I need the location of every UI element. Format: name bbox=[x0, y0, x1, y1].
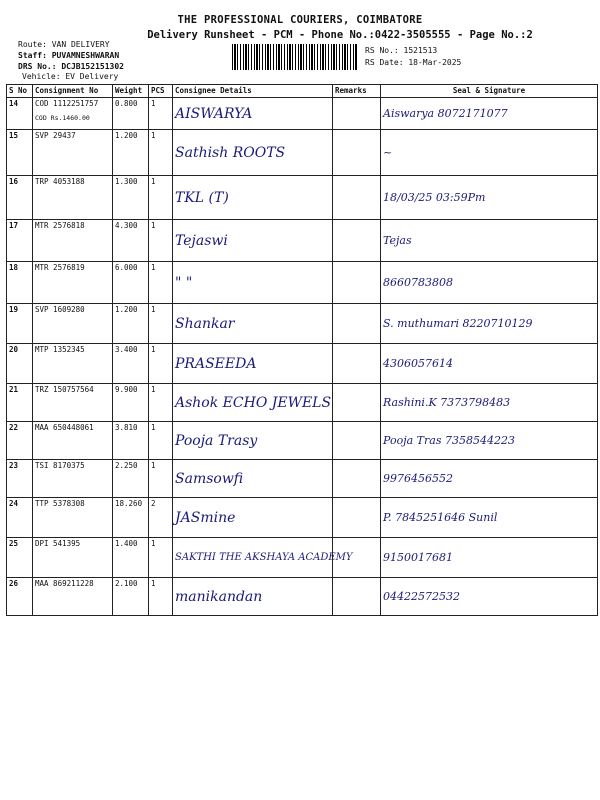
pcs-text: 1 bbox=[151, 423, 156, 432]
signature-text: P. 7845251646 Sunil bbox=[383, 511, 498, 524]
weight-text: 9.900 bbox=[115, 385, 138, 394]
weight-cell bbox=[113, 422, 149, 460]
cod-amount-text: COD Rs.1460.00 bbox=[35, 114, 90, 122]
signature-cell bbox=[381, 384, 598, 422]
pcs-text: 1 bbox=[151, 539, 156, 548]
remarks-cell bbox=[333, 578, 381, 616]
signature-text: 4306057614 bbox=[383, 357, 453, 370]
consignee-text: manikandan bbox=[175, 588, 263, 605]
consignee-text: Tejaswi bbox=[175, 232, 228, 249]
document-subtitle: Delivery Runsheet - PCM - Phone No.:0422-3505555 - Page No.:2 bbox=[147, 29, 533, 41]
weight-text: 1.300 bbox=[115, 177, 138, 186]
pcs-cell bbox=[149, 460, 173, 498]
col-header-consignment: Consignment No bbox=[33, 85, 113, 98]
pcs-cell bbox=[149, 384, 173, 422]
route-label: Route: VAN DELIVERY bbox=[18, 40, 110, 49]
remarks-cell bbox=[333, 98, 381, 130]
sno-cell bbox=[7, 130, 33, 176]
consignment-text: MTP 1352345 bbox=[35, 345, 85, 354]
consignment-text: MAA 650448061 bbox=[35, 423, 94, 432]
remarks-cell bbox=[333, 220, 381, 262]
pcs-text: 1 bbox=[151, 385, 156, 394]
table-header-row bbox=[7, 85, 598, 98]
weight-cell bbox=[113, 130, 149, 176]
weight-text: 3.400 bbox=[115, 345, 138, 354]
rs-date: RS Date: 18-Mar-2025 bbox=[365, 58, 462, 67]
table-row bbox=[7, 460, 598, 498]
weight-text: 2.100 bbox=[115, 579, 138, 588]
pcs-cell bbox=[149, 176, 173, 220]
pcs-text: 1 bbox=[151, 461, 156, 470]
sno-text: 22 bbox=[9, 423, 19, 432]
table-row bbox=[7, 176, 598, 220]
consignee-cell bbox=[173, 384, 333, 422]
signature-text: 18/03/25 03:59Pm bbox=[383, 191, 486, 204]
pcs-cell bbox=[149, 344, 173, 384]
table-row bbox=[7, 422, 598, 460]
weight-text: 6.000 bbox=[115, 263, 138, 272]
weight-cell bbox=[113, 344, 149, 384]
remarks-cell bbox=[333, 176, 381, 220]
weight-text: 2.250 bbox=[115, 461, 138, 470]
sno-text: 17 bbox=[9, 221, 19, 230]
sno-cell bbox=[7, 344, 33, 384]
document-title: THE PROFESSIONAL COURIERS, COIMBATORE bbox=[177, 14, 423, 26]
signature-cell bbox=[381, 422, 598, 460]
consignee-text: Samsowfi bbox=[175, 470, 244, 487]
remarks-cell bbox=[333, 262, 381, 304]
signature-cell bbox=[381, 578, 598, 616]
consignment-text: COD 1112251757 bbox=[35, 99, 99, 108]
sno-text: 20 bbox=[9, 345, 19, 354]
consignment-cell bbox=[33, 344, 113, 384]
consignee-cell bbox=[173, 460, 333, 498]
sno-cell bbox=[7, 262, 33, 304]
consignee-cell bbox=[173, 498, 333, 538]
sno-text: 15 bbox=[9, 131, 19, 140]
sno-text: 16 bbox=[9, 177, 19, 186]
weight-cell bbox=[113, 98, 149, 130]
sno-text: 26 bbox=[9, 579, 19, 588]
consignee-text: AISWARYA bbox=[175, 105, 253, 122]
signature-cell bbox=[381, 304, 598, 344]
sno-cell bbox=[7, 304, 33, 344]
sno-cell bbox=[7, 98, 33, 130]
col-header-consignee: Consignee Details bbox=[173, 85, 333, 98]
barcode-image bbox=[232, 44, 357, 70]
weight-text: 3.810 bbox=[115, 423, 138, 432]
pcs-cell bbox=[149, 98, 173, 130]
pcs-cell bbox=[149, 422, 173, 460]
weight-cell bbox=[113, 384, 149, 422]
sno-text: 21 bbox=[9, 385, 19, 394]
signature-cell bbox=[381, 130, 598, 176]
pcs-text: 1 bbox=[151, 99, 156, 108]
consignment-cell bbox=[33, 176, 113, 220]
weight-text: 1.400 bbox=[115, 539, 138, 548]
consignee-text: JASmine bbox=[175, 509, 236, 526]
consignment-cell bbox=[33, 130, 113, 176]
pcs-text: 1 bbox=[151, 221, 156, 230]
weight-cell bbox=[113, 498, 149, 538]
drs-label: DRS No.: DCJB152151302 bbox=[18, 62, 124, 71]
consignee-text: Pooja Trasy bbox=[175, 432, 258, 449]
pcs-cell bbox=[149, 304, 173, 344]
pcs-text: 1 bbox=[151, 131, 156, 140]
consignment-cell bbox=[33, 304, 113, 344]
signature-cell bbox=[381, 176, 598, 220]
signature-text: Rashini.K 7373798483 bbox=[383, 396, 511, 409]
weight-text: 18.260 bbox=[115, 499, 143, 508]
sno-cell bbox=[7, 578, 33, 616]
col-header-remarks: Remarks bbox=[333, 85, 381, 98]
weight-text: 1.200 bbox=[115, 131, 138, 140]
consignee-cell bbox=[173, 98, 333, 130]
consignee-cell bbox=[173, 304, 333, 344]
weight-cell bbox=[113, 538, 149, 578]
signature-text: 8660783808 bbox=[383, 276, 453, 289]
col-header-weight: Weight bbox=[113, 85, 149, 98]
sno-cell bbox=[7, 498, 33, 538]
col-header-signature: Seal & Signature bbox=[381, 85, 598, 98]
table-row bbox=[7, 304, 598, 344]
consignment-cell bbox=[33, 422, 113, 460]
pcs-text: 1 bbox=[151, 177, 156, 186]
consignment-text: SVP 1609280 bbox=[35, 305, 85, 314]
consignment-cell bbox=[33, 262, 113, 304]
consignment-cell bbox=[33, 98, 113, 130]
consignment-cell bbox=[33, 220, 113, 262]
pcs-cell bbox=[149, 130, 173, 176]
sno-cell bbox=[7, 220, 33, 262]
consignee-cell bbox=[173, 578, 333, 616]
weight-cell bbox=[113, 460, 149, 498]
consignee-cell bbox=[173, 344, 333, 384]
staff-label: Staff: PUVAMNESHWARAN bbox=[18, 51, 120, 60]
consignee-text: TKL (T) bbox=[175, 189, 229, 206]
sno-text: 23 bbox=[9, 461, 19, 470]
rs-number: RS No.: 1521513 bbox=[365, 46, 438, 55]
signature-cell bbox=[381, 98, 598, 130]
consignment-text: TRZ 150757564 bbox=[35, 385, 94, 394]
signature-cell bbox=[381, 460, 598, 498]
sno-cell bbox=[7, 422, 33, 460]
consignment-text: TTP 5378308 bbox=[35, 499, 85, 508]
consignment-cell bbox=[33, 578, 113, 616]
table-row bbox=[7, 220, 598, 262]
sno-cell bbox=[7, 384, 33, 422]
consignment-text: MTR 2576818 bbox=[35, 221, 85, 230]
remarks-cell bbox=[333, 130, 381, 176]
consignment-text: MAA 869211228 bbox=[35, 579, 94, 588]
consignee-text: Sathish ROOTS bbox=[175, 144, 286, 161]
consignment-text: TSI 8170375 bbox=[35, 461, 85, 470]
consignment-text: DPI 541395 bbox=[35, 539, 81, 548]
signature-text: 9976456552 bbox=[383, 472, 453, 485]
remarks-cell bbox=[333, 304, 381, 344]
pcs-text: 1 bbox=[151, 263, 156, 272]
pcs-cell bbox=[149, 262, 173, 304]
sno-text: 25 bbox=[9, 539, 19, 548]
remarks-cell bbox=[333, 460, 381, 498]
col-header-pcs: PCS bbox=[149, 85, 173, 98]
sno-text: 19 bbox=[9, 305, 19, 314]
signature-cell bbox=[381, 498, 598, 538]
table-row bbox=[7, 262, 598, 304]
remarks-cell bbox=[333, 498, 381, 538]
table-row bbox=[7, 538, 598, 578]
consignee-cell bbox=[173, 538, 353, 578]
pcs-cell bbox=[149, 498, 173, 538]
pcs-text: 1 bbox=[151, 305, 156, 314]
table-row bbox=[7, 98, 598, 130]
consignment-cell bbox=[33, 460, 113, 498]
runsheet-table bbox=[6, 84, 598, 616]
signature-cell bbox=[381, 344, 598, 384]
consignee-text: PRASEEDA bbox=[175, 355, 257, 372]
signature-cell bbox=[381, 538, 598, 578]
weight-cell bbox=[113, 262, 149, 304]
table-row bbox=[7, 498, 598, 538]
signature-text: Tejas bbox=[383, 234, 412, 247]
weight-text: 1.200 bbox=[115, 305, 138, 314]
remarks-cell bbox=[333, 384, 381, 422]
consignment-cell bbox=[33, 538, 113, 578]
pcs-text: 1 bbox=[151, 579, 156, 588]
weight-cell bbox=[113, 304, 149, 344]
sno-text: 14 bbox=[9, 99, 19, 108]
consignee-cell bbox=[173, 422, 333, 460]
signature-cell bbox=[381, 220, 598, 262]
signature-text: Aiswarya 8072171077 bbox=[383, 107, 508, 120]
pcs-text: 1 bbox=[151, 345, 156, 354]
table-row bbox=[7, 578, 598, 616]
signature-text: ~ bbox=[383, 146, 393, 159]
consignment-text: SVP 29437 bbox=[35, 131, 76, 140]
weight-cell bbox=[113, 176, 149, 220]
sno-text: 18 bbox=[9, 263, 19, 272]
pcs-cell bbox=[149, 578, 173, 616]
pcs-cell bbox=[149, 220, 173, 262]
consignee-cell bbox=[173, 220, 333, 262]
consignee-cell bbox=[173, 262, 333, 304]
signature-text: Pooja Tras 7358544223 bbox=[383, 434, 515, 447]
table-row bbox=[7, 344, 598, 384]
signature-text: S. muthumari 8220710129 bbox=[383, 317, 533, 330]
consignee-cell bbox=[173, 130, 333, 176]
consignee-text: Ashok ECHO JEWELS bbox=[175, 394, 332, 411]
consignment-text: MTR 2576819 bbox=[35, 263, 85, 272]
table-row bbox=[7, 130, 598, 176]
consignee-text: " " bbox=[175, 274, 193, 291]
sno-text: 24 bbox=[9, 499, 19, 508]
pcs-cell bbox=[149, 538, 173, 578]
col-header-sno: S No bbox=[7, 85, 33, 98]
remarks-cell bbox=[333, 344, 381, 384]
weight-cell bbox=[113, 220, 149, 262]
weight-text: 4.300 bbox=[115, 221, 138, 230]
consignee-cell bbox=[173, 176, 333, 220]
remarks-cell bbox=[333, 422, 381, 460]
weight-cell bbox=[113, 578, 149, 616]
table-row bbox=[7, 384, 598, 422]
weight-text: 0.800 bbox=[115, 99, 138, 108]
consignee-text: Shankar bbox=[175, 315, 235, 332]
consignment-cell bbox=[33, 384, 113, 422]
consignee-text: SAKTHI THE AKSHAYA ACADEMY bbox=[175, 552, 353, 563]
pcs-text: 2 bbox=[151, 499, 156, 508]
consignment-text: TRP 4053188 bbox=[35, 177, 85, 186]
signature-text: 04422572532 bbox=[383, 590, 460, 603]
signature-text: 9150017681 bbox=[383, 551, 453, 564]
consignment-cell bbox=[33, 498, 113, 538]
sno-cell bbox=[7, 460, 33, 498]
sno-cell bbox=[7, 176, 33, 220]
signature-cell bbox=[381, 262, 598, 304]
sno-cell bbox=[7, 538, 33, 578]
vehicle-label: Vehicle: EV Delivery bbox=[22, 72, 119, 81]
